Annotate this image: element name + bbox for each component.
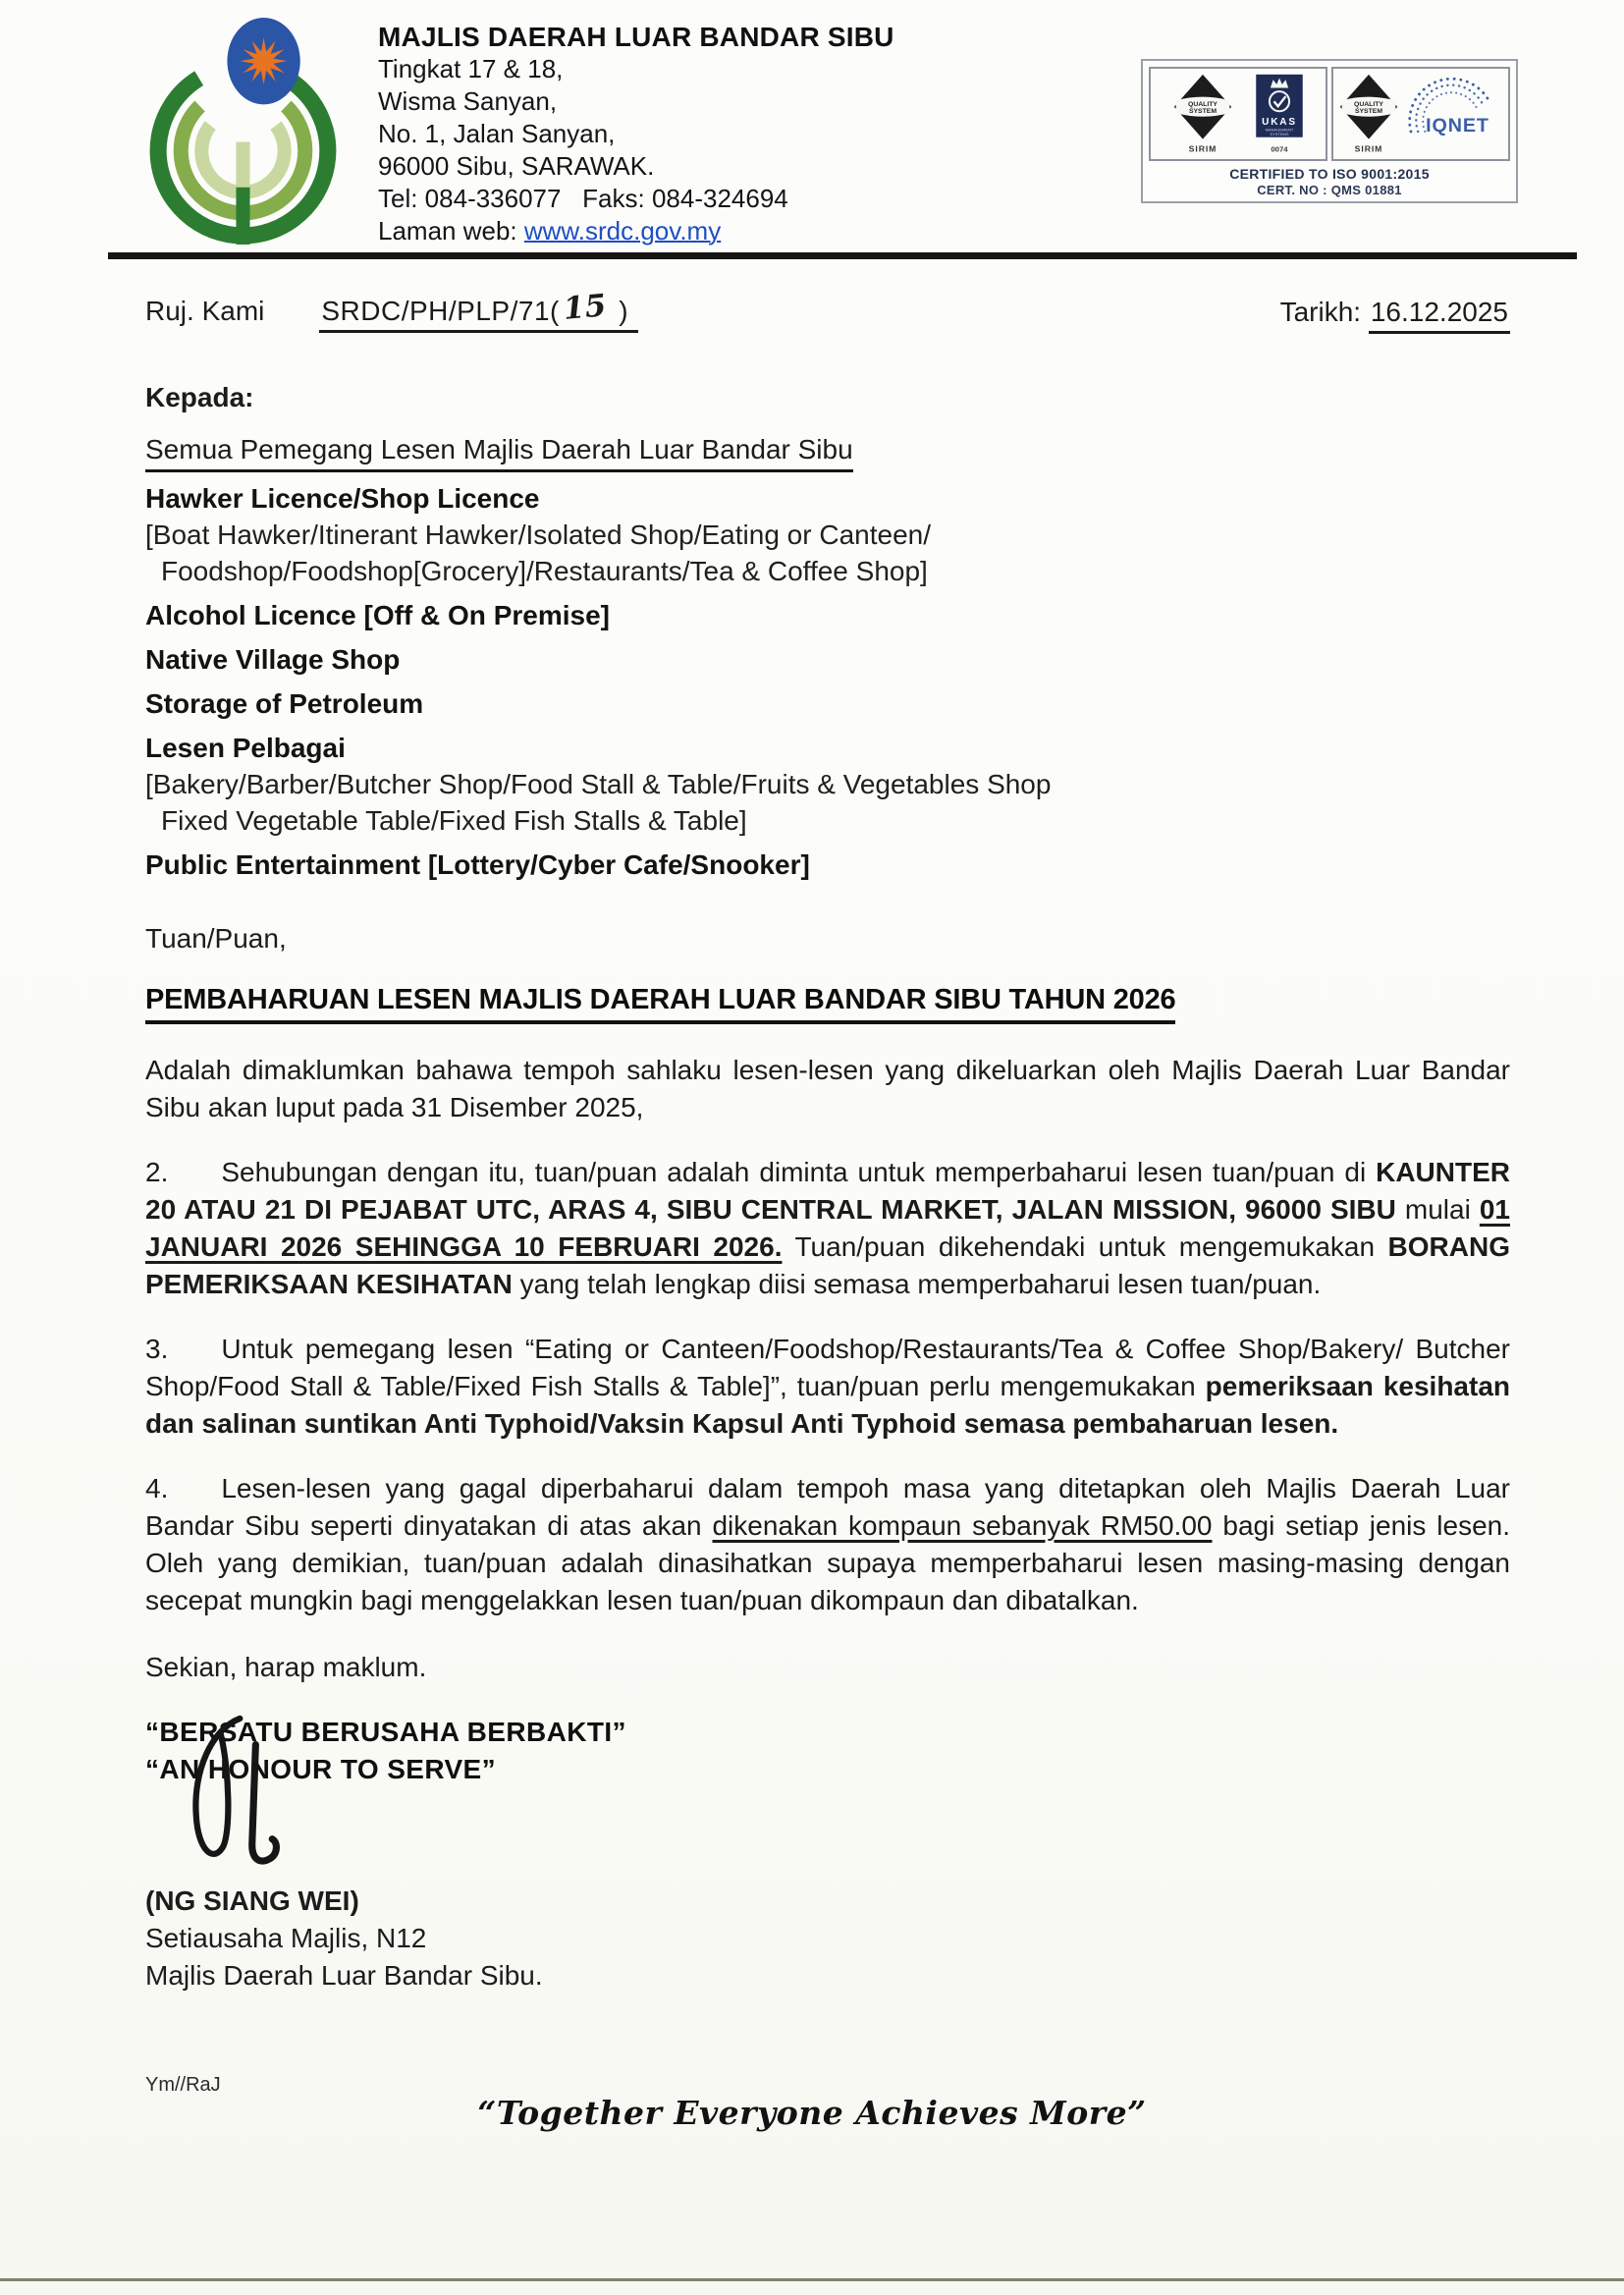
text-run: Adalah dimaklumkan bahawa tempoh sahlaku lesen-lesen yang dikeluarkan oleh Majlis Daerah Luar Bandar Sibu akan luput pada 31 Disember 2025, — [145, 1055, 1510, 1122]
text-run: 3. — [145, 1334, 169, 1364]
licence-detail: [Bakery/Barber/Butcher Shop/Food Stall & Table/Fruits & Vegetables Shop — [145, 769, 1052, 799]
paragraph-2 — [145, 1154, 1510, 1303]
licence-detail: [Boat Hawker/Itinerant Hawker/Isolated Shop/Eating or Canteen/ — [145, 519, 931, 550]
sirim-quality-badge-icon — [1171, 73, 1234, 155]
licence-item — [145, 730, 1510, 839]
svg-text:QUALITY: QUALITY — [1354, 100, 1383, 108]
iso-certification-box — [1141, 59, 1518, 203]
web-line — [378, 215, 894, 247]
letterhead-text — [378, 18, 894, 247]
licence-item — [145, 597, 1510, 633]
letterhead — [145, 18, 1510, 249]
reference-row — [145, 288, 1510, 328]
addressee: Semua Pemegang Lesen Majlis Daerah Luar Bandar Sibu — [145, 431, 853, 472]
ruj-kami — [145, 288, 638, 328]
text-run: Tuan/puan dikehendaki untuk mengemukakan — [782, 1231, 1388, 1262]
svg-text:IQNET: IQNET — [1426, 114, 1489, 137]
svg-text:SIRIM: SIRIM — [1189, 143, 1218, 154]
licence-title: Alcohol Licence [Off & On Premise] — [145, 600, 610, 630]
sirim-iqnet-cell — [1331, 67, 1510, 161]
svg-text:0074: 0074 — [1271, 144, 1288, 154]
org-name: MAJLIS DAERAH LUAR BANDAR SIBU — [378, 22, 894, 52]
footer-motto: “Together Everyone Achieves More” — [477, 2094, 1147, 2132]
sirim-ukas-cell — [1149, 67, 1327, 161]
text-run: 01 JANUARI 2026 SEHINGGA 10 FEBRUARI 2026. — [145, 1194, 1511, 1262]
text-run: mulai — [1395, 1194, 1480, 1225]
licence-item — [145, 480, 1510, 589]
ruj-suffix: ) — [610, 296, 629, 326]
cert-no-line: CERT. NO : QMS 01881 — [1257, 183, 1402, 197]
licence-detail: Foodshop/Foodshop[Grocery]/Restaurants/Tea & Coffee Shop] — [161, 556, 928, 586]
sirim-quality-badge-icon — [1337, 73, 1400, 155]
licence-title: Native Village Shop — [145, 644, 401, 675]
web-label: Laman web: — [378, 216, 524, 246]
website-link[interactable]: www.srdc.gov.my — [523, 216, 722, 246]
handwritten-number: 15 — [562, 288, 609, 327]
licence-title: Storage of Petroleum — [145, 688, 424, 719]
kepada-label: Kepada: — [145, 382, 254, 412]
salutation: Tuan/Puan, — [145, 923, 287, 954]
tel-fax-line: Tel: 084-336077 Faks: 084-324694 — [378, 184, 788, 213]
closing-line: Sekian, harap maklum. — [145, 1652, 427, 1682]
address-line: 96000 Sibu, SARAWAK. — [378, 151, 655, 181]
ukas-badge-icon — [1254, 73, 1305, 155]
motto-malay: “BERSATU BERUSAHA BERBAKTI” — [145, 1717, 626, 1747]
licence-title: Public Entertainment [Lottery/Cyber Cafe/Snooker] — [145, 849, 810, 880]
tarikh — [1280, 297, 1510, 328]
scan-edge-line — [0, 2278, 1624, 2281]
text-run: pemeriksaan kesihatan dan salinan suntikan Anti Typhoid/Vaksin Kapsul Anti Typhoid semasa pembaharuan lesen. — [145, 1371, 1511, 1439]
paragraph-1 — [145, 1052, 1510, 1126]
text-run: Sehubungan dengan itu, tuan/puan adalah diminta untuk memperbaharui lesen tuan/puan di — [221, 1157, 1377, 1187]
licence-detail: Fixed Vegetable Table/Fixed Fish Stalls & Table] — [161, 805, 747, 836]
signer-org: Majlis Daerah Luar Bandar Sibu. — [145, 1960, 543, 1991]
svg-text:SYSTEM: SYSTEM — [1354, 108, 1383, 116]
svg-text:UKAS: UKAS — [1261, 116, 1297, 128]
text-run: dikenakan kompaun sebanyak RM50.00 — [712, 1510, 1213, 1541]
svg-text:QUALITY: QUALITY — [1188, 100, 1218, 108]
svg-text:SYSTEMS: SYSTEMS — [1270, 131, 1289, 137]
address-line: Wisma Sanyan, — [378, 86, 558, 116]
address-line: No. 1, Jalan Sanyan, — [378, 119, 616, 148]
signature-icon — [179, 1710, 306, 1885]
signer-name: (NG SIANG WEI) — [145, 1885, 359, 1916]
subject-line: PEMBAHARUAN LESEN MAJLIS DAERAH LUAR BANDAR SIBU TAHUN 2026 — [145, 982, 1175, 1024]
svg-text:SIRIM: SIRIM — [1354, 143, 1383, 154]
signer-title: Setiausaha Majlis, N12 — [145, 1923, 427, 1953]
motto-block — [145, 1714, 1510, 1788]
text-run: Untuk pemegang lesen “Eating or Canteen/Foodshop/Restaurants/Tea & Coffee Shop/Bakery/ Butcher Shop/Food Stall & Table/Fixed Fish Stalls & Table]”, tuan/puan perlu mengemukakan — [145, 1334, 1510, 1401]
text-run: 2. — [145, 1157, 169, 1187]
ruj-value — [319, 288, 638, 333]
licence-title: Lesen Pelbagai — [145, 733, 346, 763]
licence-item — [145, 641, 1510, 678]
svg-text:MANAGEMENT: MANAGEMENT — [1265, 127, 1293, 133]
ruj-label: Ruj. Kami — [145, 296, 265, 326]
text-run: 4. — [145, 1473, 169, 1503]
tarikh-label: Tarikh: — [1279, 297, 1362, 327]
text-run: KAUNTER 20 ATAU 21 DI PEJABAT UTC, ARAS 4, SIBU CENTRAL MARKET, JALAN MISSION, 96000 SIBU — [145, 1157, 1510, 1225]
paragraph-3 — [145, 1331, 1510, 1443]
srdc-council-logo-icon — [145, 18, 347, 249]
svg-text:SYSTEM: SYSTEM — [1189, 108, 1218, 116]
iqnet-logo-icon — [1402, 76, 1504, 152]
certified-line: CERTIFIED TO ISO 9001:2015 — [1229, 166, 1430, 182]
header-divider — [108, 252, 1577, 259]
licence-item — [145, 847, 1510, 883]
paragraph-4 — [145, 1470, 1510, 1619]
text-run: BORANG PEMERIKSAAN KESIHATAN — [145, 1231, 1510, 1299]
motto-english: “AN HONOUR TO SERVE” — [145, 1754, 497, 1784]
ruj-prefix: SRDC/PH/PLP/71( — [321, 296, 560, 326]
address-line: Tingkat 17 & 18, — [378, 54, 564, 83]
licence-title: Hawker Licence/Shop Licence — [145, 483, 540, 514]
text-run: bagi setiap jenis lesen. Oleh yang demikian, tuan/puan adalah dinasihatkan supaya memperbaharui lesen masing-masing dengan secepat mungkin bagi menggelakkan lesen tuan/puan dikompaun dan dibatalkan. — [145, 1510, 1511, 1615]
text-run: Lesen-lesen yang gagal diperbaharui dalam tempoh masa yang ditetapkan oleh Majlis Daerah Luar Bandar Sibu seperti dinyatakan di atas akan — [145, 1473, 1510, 1541]
text-run: yang telah lengkap diisi semasa memperbaharui lesen tuan/puan. — [512, 1269, 1322, 1299]
tarikh-value: 16.12.2025 — [1369, 297, 1510, 334]
signer-block — [145, 1883, 1510, 1994]
typist-initials: Ym//RaJ — [145, 2074, 221, 2096]
licence-item — [145, 685, 1510, 722]
